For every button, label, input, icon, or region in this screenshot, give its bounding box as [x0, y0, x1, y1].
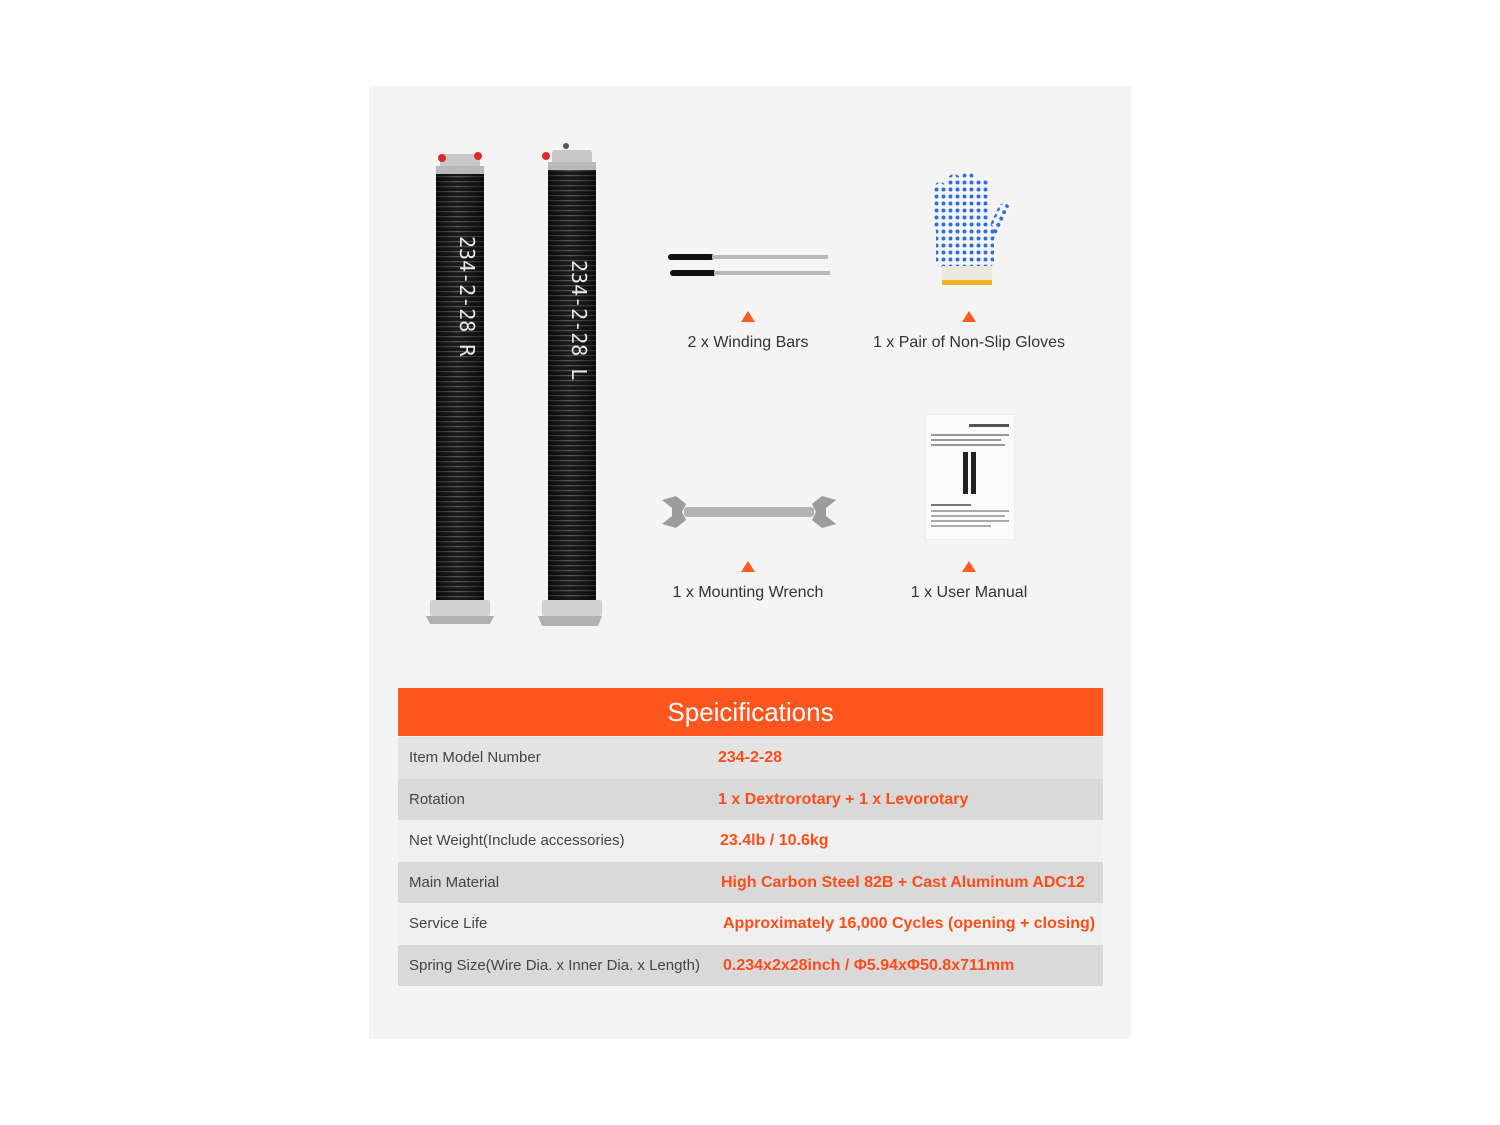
spec-value: 23.4lb / 10.6kg — [720, 832, 829, 849]
spec-value: 1 x Dextrorotary + 1 x Levorotary — [718, 790, 969, 808]
spring-print-left: 234-2-28 R — [455, 236, 479, 357]
specifications-title: Speicifications — [398, 688, 1103, 736]
item-label-gloves: 1 x Pair of Non-Slip Gloves — [872, 334, 1066, 351]
spec-row-material — [398, 862, 1103, 904]
spec-row-weight — [398, 820, 1103, 862]
item-label-manual: 1 x User Manual — [910, 584, 1028, 601]
spec-value: 234-2-28 — [718, 749, 783, 766]
spec-row-service-life — [398, 903, 1103, 945]
spec-key: Net Weight(Include accessories) — [409, 832, 625, 849]
pointer-triangle — [962, 311, 976, 322]
spec-value: Approximately 16,000 Cycles (opening + closing) — [723, 915, 1096, 932]
torsion-spring-left-wound — [538, 140, 610, 628]
spec-key: Service Life — [409, 915, 488, 932]
spec-row-rotation — [398, 779, 1103, 821]
spec-key: Main Material — [409, 873, 500, 891]
torsion-spring-right-wound — [424, 146, 496, 628]
manual-icon — [925, 414, 1015, 540]
specifications-table — [398, 737, 1103, 986]
winding-bars-icon — [664, 248, 834, 282]
spec-value: 0.234x2x28inch / Φ5.94xΦ50.8x711mm — [723, 956, 1015, 974]
gloves-icon — [926, 172, 1016, 292]
spring-print-right: 234-2-28 L — [567, 260, 591, 381]
spec-row-model — [398, 737, 1103, 779]
pointer-triangle — [741, 311, 755, 322]
spec-row-spring-size — [398, 945, 1103, 987]
spec-value: High Carbon Steel 82B + Cast Aluminum ADC12 — [721, 873, 1085, 891]
pointer-triangle — [962, 561, 976, 572]
spec-key: Spring Size(Wire Dia. x Inner Dia. x Length) — [409, 956, 700, 974]
spec-key: Rotation — [409, 790, 465, 808]
wrench-icon — [660, 492, 838, 532]
item-label-wrench: 1 x Mounting Wrench — [672, 584, 824, 601]
pointer-triangle — [741, 561, 755, 572]
item-label-winding-bars: 2 x Winding Bars — [687, 334, 809, 351]
spec-key: Item Model Number — [409, 749, 541, 766]
